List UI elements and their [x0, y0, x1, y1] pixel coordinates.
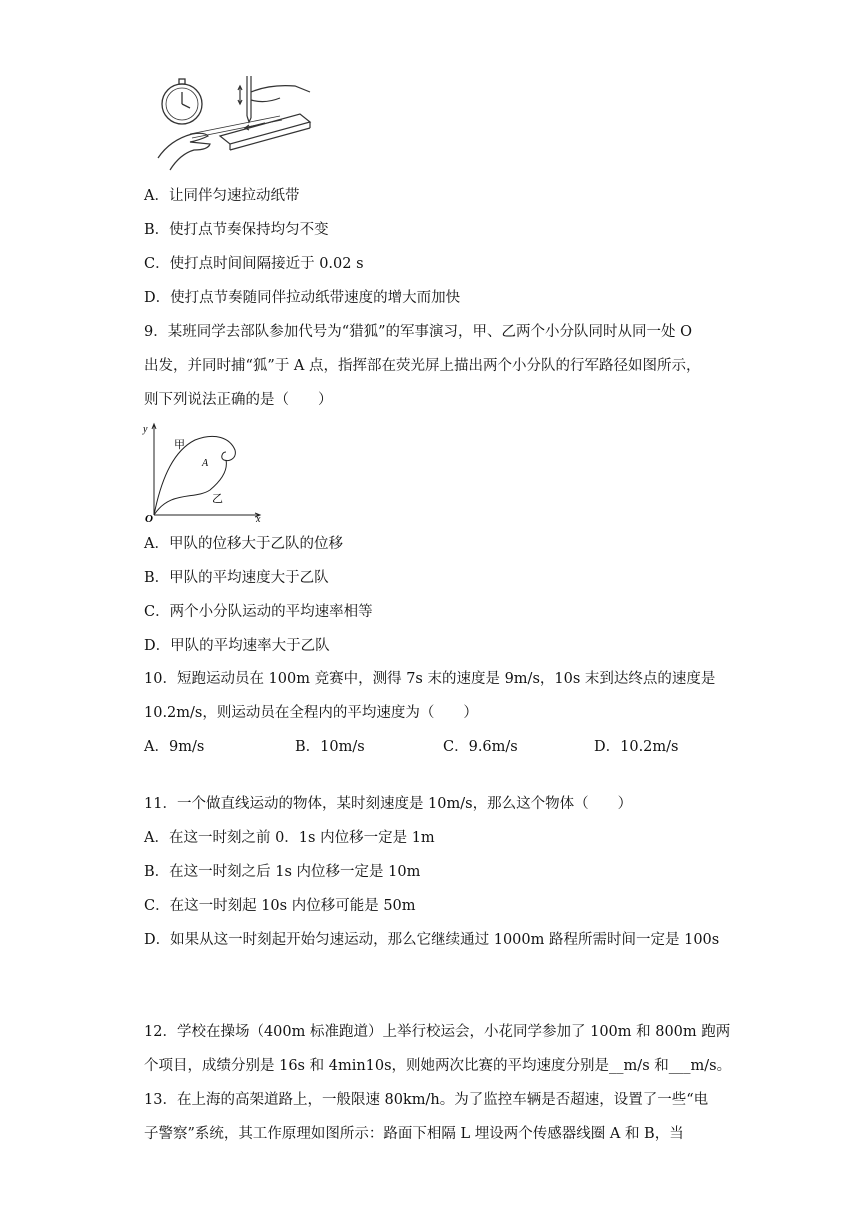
- tape-timer-figure: [150, 74, 320, 174]
- q8-option-d: D．使打点节奏随同伴拉动纸带速度的增大而加快: [144, 290, 461, 306]
- origin-label: O: [145, 513, 153, 524]
- q9-option-a: A．甲队的位移大于乙队的位移: [144, 536, 343, 552]
- q9-stem-line-1: 9．某班同学去部队参加代号为“猎狐”的军事演习，甲、乙两个小分队同时从同一处 O: [144, 324, 693, 340]
- q10-option-c: C．9.6m/s: [443, 739, 518, 755]
- y-axis-label: y: [143, 424, 148, 435]
- hand-left-icon: [158, 133, 210, 170]
- q11-option-d: D．如果从这一时刻起开始匀速运动，那么它继续通过 1000m 路程所需时间一定是 100s: [144, 932, 720, 948]
- pen-hand-icon: [238, 76, 310, 122]
- q12-stem-line-2: 个项目，成绩分别是 16s 和 4min10s，则她两次比赛的平均速度分别是__m/s 和___m/s。: [144, 1058, 732, 1074]
- q9-option-d: D．甲队的平均速率大于乙队: [144, 638, 330, 654]
- x-axis-label: x: [256, 514, 261, 524]
- q9-option-c: C．两个小分队运动的平均速率相等: [144, 604, 373, 620]
- q13-stem-line-1: 13．在上海的高架道路上，一般限速 80km/h。为了监控车辆是否超速，设置了一些“电: [144, 1092, 709, 1108]
- path-jia-label: 甲: [174, 438, 185, 451]
- path-yi: [154, 460, 226, 515]
- q8-option-c: C．使打点时间间隔接近于 0.02 s: [144, 256, 364, 272]
- path-diagram: [140, 420, 270, 524]
- point-a-label: A: [202, 458, 209, 469]
- q9-option-b: B．甲队的平均速度大于乙队: [144, 570, 329, 586]
- q11-stem-line-1: 11．一个做直线运动的物体，某时刻速度是 10m/s，那么这个物体（ ）: [144, 796, 633, 812]
- q8-option-b: B．使打点节奏保持均匀不变: [144, 222, 329, 238]
- q10-option-b: B．10m/s: [295, 739, 365, 755]
- path-yi-label: 乙: [212, 492, 223, 505]
- q10-option-a: A．9m/s: [144, 739, 205, 755]
- q10-stem-line-2: 10.2m/s，则运动员在全程内的平均速度为（ ）: [144, 705, 478, 721]
- q11-option-b: B．在这一时刻之后 1s 内位移一定是 10m: [144, 864, 421, 880]
- q9-stem-line-3: 则下列说法正确的是（ ）: [144, 392, 333, 408]
- q12-stem-line-1: 12．学校在操场（400m 标准跑道）上举行校运会，小花同学参加了 100m 和 800m 跑两: [144, 1024, 731, 1040]
- q13-stem-line-2: 子警察”系统，其工作原理如图所示：路面下相隔 L 埋设两个传感器线圈 A 和 B，当: [144, 1126, 684, 1142]
- q11-option-a: A．在这一时刻之前 0．1s 内位移一定是 1m: [144, 830, 435, 846]
- stopwatch-icon: [162, 79, 202, 124]
- q9-stem-line-2: 出发，并同时捕“狐”于 A 点，指挥部在荧光屏上描出两个小分队的行军路径如图所示，: [144, 358, 701, 374]
- q8-option-a: A．让同伴匀速拉动纸带: [144, 188, 300, 204]
- q10-option-d: D．10.2m/s: [594, 739, 679, 755]
- q10-stem-line-1: 10．短跑运动员在 100m 竞赛中，测得 7s 末的速度是 9m/s，10s 末到达终点的速度是: [144, 671, 716, 687]
- q11-option-c: C．在这一时刻起 10s 内位移可能是 50m: [144, 898, 416, 914]
